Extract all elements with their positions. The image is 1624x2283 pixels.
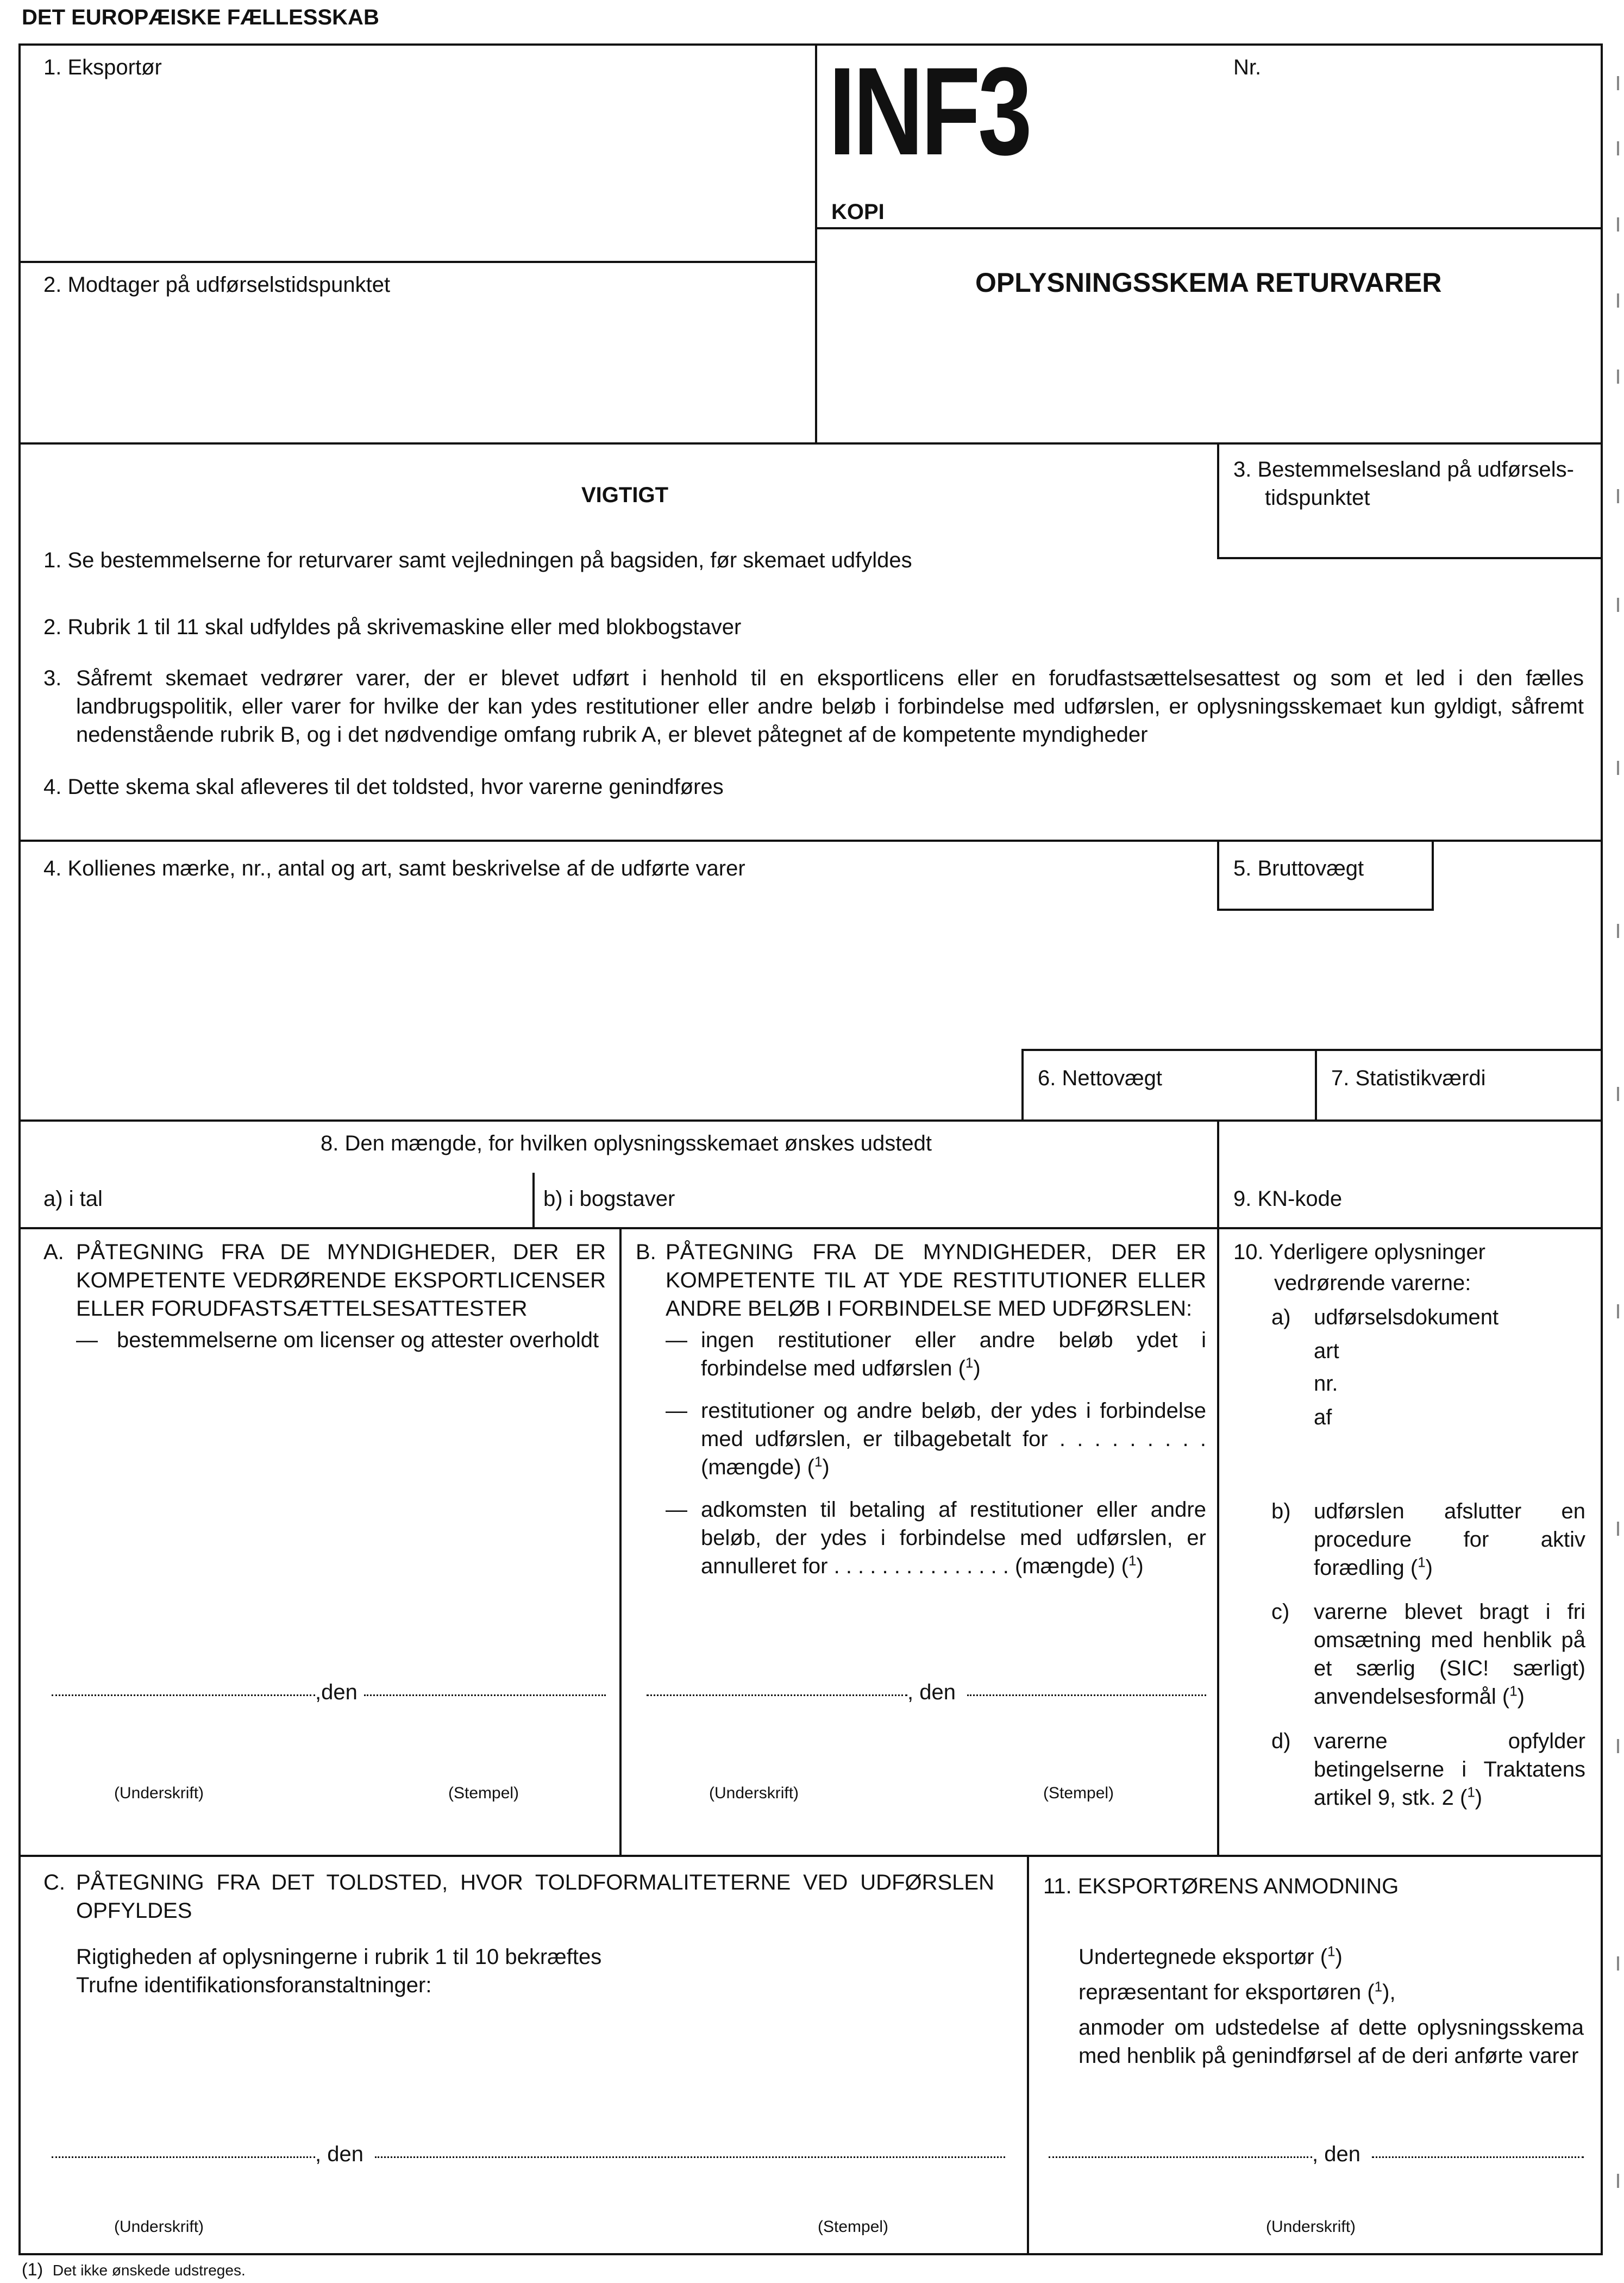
box8b-words-label: b) i bogstaver [543, 1187, 675, 1211]
important-item-1: 1. Se bestemmelserne for returvarer samt vejledningen på bagsiden, før skemaet udfyldes [43, 548, 912, 572]
community-heading: DET EUROPÆISKE FÆLLESSKAB [22, 5, 379, 29]
sectionB-den: , den [907, 1680, 956, 1704]
box5-gross-weight-label: 5. Bruttovægt [1233, 856, 1364, 880]
box8a-figures-label: a) i tal [43, 1187, 103, 1211]
box2-consignee-label: 2. Modtager på udførselstidspunktet [43, 273, 391, 297]
box4-packages-label: 4. Kollienes mærke, nr., antal og art, samt beskrivelse af de udførte varer [43, 856, 745, 880]
box11-signature-caption: (Underskrift) [1266, 2218, 1356, 2236]
box10-a-text: udførselsdokument [1314, 1305, 1499, 1329]
sectionC-den: , den [315, 2142, 363, 2166]
sectionC-line2: Trufne identifikationsforanstaltninger: [76, 1973, 432, 1997]
sectionA-label: A. [43, 1240, 64, 1264]
sectionA-den: ,den [315, 1680, 358, 1704]
sectionB-dash-1: — [666, 1328, 687, 1352]
important-item-3: Såfremt skemaet vedrører varer, der er blevet udført i henhold til en eksportlicens eller en forudfastsættelsesattest og som et led i den fælles landbrugspolitik, eller varer for hvilke der kan ydes restitutioner eller andre beløb i forbindelse med udførslen, er oplysningsskemaet kun gyldigt, såfremt nedenstående rubrik B, og i det nødvendige omfang rubrik A, er blevet påtegnet af de kompetente myndigheder [76, 666, 1584, 747]
box10-c-text: varerne blevet bragt i fri omsætning med henblik på et særlig (SIC! særligt) anvendelsesformål ($^1$) [1314, 1600, 1585, 1709]
sectionA-bullet-1: bestemmelserne om licenser og attester overholdt [117, 1328, 599, 1352]
sectionB-bullet-1: ingen restitutioner eller andre beløb ydet i forbindelse med udførslen ($^1$) [701, 1328, 1206, 1380]
footnote-text: Det ikke ønskede udstreges. [52, 2262, 246, 2279]
form-title: OPLYSNINGSSKEMA RETURVARER [975, 267, 1442, 298]
sectionB-bullet-2: restitutioner og andre beløb, der ydes i forbindelse med udførslen, er tilbagebetalt for . . . . . . . . . (mængde) ($^1$) [701, 1399, 1206, 1479]
box11-line3: anmoder om udstedelse af dette oplysningsskema med henblik på genindførsel af de deri anførte varer [1079, 2016, 1584, 2068]
box11-line1: Undertegnede eksportør ($^1$) [1079, 1943, 1343, 1969]
box10-a-nr: nr. [1314, 1372, 1338, 1396]
sectionB-heading: PÅTEGNING FRA DE MYNDIGHEDER, DER ER KOMPETENTE TIL AT YDE RESTITUTIONER ELLER ANDRE BELØB I FORBINDELSE MED UDFØRSLEN: [666, 1240, 1206, 1321]
box3-destination-label-cont: tidspunktet [1265, 486, 1370, 510]
footnote-mark: (1) [22, 2260, 43, 2279]
box10-a-label: a) [1271, 1305, 1291, 1329]
sectionB-label: B. [636, 1240, 656, 1264]
box10-a-art: art [1314, 1339, 1339, 1363]
sectionB-signature-caption: (Underskrift) [709, 1784, 799, 1802]
box11-line2: repræsentant for eksportøren ($^1$), [1079, 1978, 1396, 2004]
important-heading: VIGTIGT [581, 483, 668, 507]
sectionB-dash-2: — [666, 1399, 687, 1423]
sectionB-dash-3: — [666, 1498, 687, 1522]
sectionC-heading: PÅTEGNING FRA DET TOLDSTED, HVOR TOLDFORMALITETERNE VED UDFØRSLEN OPFYLDES [76, 1871, 994, 1923]
box10-d-label: d) [1271, 1729, 1291, 1753]
sectionC-line1: Rigtigheden af oplysningerne i rubrik 1 til 10 bekræftes [76, 1945, 602, 1969]
sectionC-signature-caption: (Underskrift) [114, 2218, 204, 2236]
box9-cn-code-label: 9. KN-kode [1233, 1187, 1343, 1211]
sectionA-heading: PÅTEGNING FRA DE MYNDIGHEDER, DER ER KOMPETENTE VEDRØRENDE EKSPORTLICENSER ELLER FORUDFASTSÆTTELSESATTESTER [76, 1240, 606, 1321]
important-item-3-number: 3. [43, 666, 62, 690]
box7-statistical-value-label: 7. Statistikværdi [1331, 1066, 1486, 1090]
sectionA-stamp-caption: (Stempel) [448, 1784, 519, 1802]
box10-b-label: b) [1271, 1499, 1291, 1523]
sectionA-signature-caption: (Underskrift) [114, 1784, 204, 1802]
important-item-2: 2. Rubrik 1 til 11 skal udfyldes på skrivemaskine eller med blokbogstaver [43, 615, 742, 639]
form-code: INF3 [829, 41, 1030, 181]
sectionB-stamp-caption: (Stempel) [1043, 1784, 1114, 1802]
box6-net-weight-label: 6. Nettovægt [1038, 1066, 1163, 1090]
box11-den: , den [1312, 2142, 1360, 2166]
box10-d-text: varerne opfylder betingelserne i Traktatens artikel 9, stk. 2 ($^1$) [1314, 1729, 1585, 1810]
box10-c-label: c) [1271, 1600, 1290, 1624]
number-label: Nr. [1233, 55, 1262, 79]
sectionC-stamp-caption: (Stempel) [818, 2218, 889, 2236]
copy-label: KOPI [831, 200, 885, 224]
footnote [22, 2258, 246, 2282]
box10-heading-cont: vedrørende varerne: [1274, 1271, 1471, 1295]
box8-quantity-label: 8. Den mængde, for hvilken oplysningsskemaet ønskes udstedt [321, 1131, 932, 1155]
box10-b-text: udførslen afslutter en procedure for aktiv forædling ($^1$) [1314, 1499, 1585, 1580]
box10-heading: 10. Yderligere oplysninger [1233, 1240, 1486, 1264]
box11-heading: 11. EKSPORTØRENS ANMODNING [1043, 1874, 1399, 1898]
sectionB-bullet-3: adkomsten til betaling af restitutioner eller andre beløb, der ydes i forbindelse med udførslen, er annulleret for . . . . . . . . . . . . . . . (mængde) ($^1$) [701, 1498, 1206, 1578]
box1-exporter-label: 1. Eksportør [43, 55, 162, 79]
important-item-4: 4. Dette skema skal afleveres til det toldsted, hvor varerne genindføres [43, 775, 724, 799]
sectionA-dash: — [76, 1328, 98, 1352]
box10-a-af: af [1314, 1405, 1332, 1429]
box3-destination-label: 3. Bestemmelsesland på udførsels- [1233, 458, 1574, 481]
sectionC-label: C. [43, 1871, 65, 1894]
